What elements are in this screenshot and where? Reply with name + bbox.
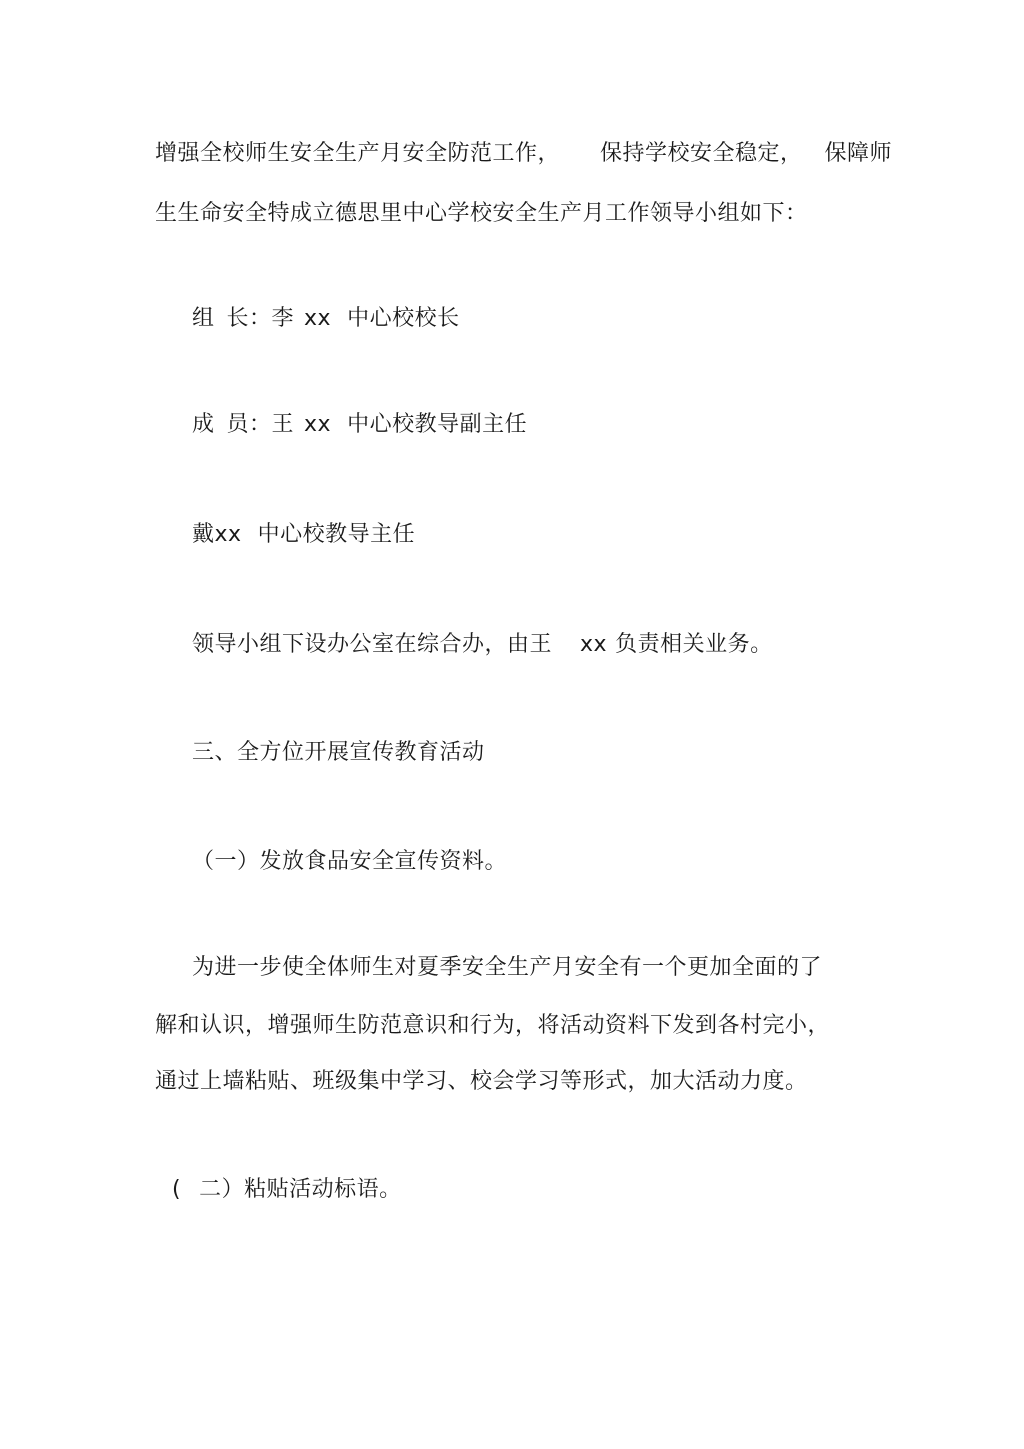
- leader-role-a: 组: [192, 306, 215, 331]
- sub1-body-line-2: 解和认识，增强师生防范意识和行为，将活动资料下发到各村完小，: [155, 1013, 831, 1038]
- member1-role-b: 员：王: [226, 412, 295, 437]
- sub2-paren: (: [172, 1177, 182, 1202]
- member1-role-a: 成: [192, 412, 215, 437]
- sub2-heading: 二）粘贴活动标语。: [199, 1177, 402, 1202]
- leader-role-b: 长：李: [226, 306, 295, 331]
- member2-name-a: 戴: [192, 522, 215, 547]
- office-line: [192, 630, 773, 660]
- leader-title: 中心校校长: [347, 306, 460, 331]
- intro-text-b: 保持学校安全稳定，: [600, 141, 803, 166]
- section3-heading: 三、全方位开展宣传教育活动: [192, 740, 485, 765]
- sub1-body-line-3: 通过上墙粘贴、班级集中学习、校会学习等形式，加大活动力度。: [155, 1069, 808, 1094]
- office-name: xx: [580, 632, 608, 657]
- member1-title: 中心校教导副主任: [347, 412, 528, 437]
- member2-title: 中心校教导主任: [257, 522, 416, 547]
- sub2-heading-line: [172, 1175, 402, 1205]
- intro-text-a: 增强全校师生安全生产月安全防范工作，: [155, 141, 561, 166]
- member1-name: xx: [304, 412, 332, 437]
- office-text-b: 负责相关业务。: [615, 632, 773, 657]
- member1-line: [192, 410, 527, 440]
- leader-name: xx: [304, 306, 332, 331]
- intro-text-c: 保障师: [824, 141, 893, 166]
- member2-name-b: xx: [214, 522, 242, 547]
- office-text-a: 领导小组下设办公室在综合办，由王: [192, 632, 553, 657]
- leader-line: [192, 304, 460, 334]
- sub1-body-line-1: 为进一步使全体师生对夏季安全生产月安全有一个更加全面的了: [192, 955, 823, 980]
- member2-line: [192, 520, 415, 550]
- sub1-heading: （一）发放食品安全宣传资料。: [192, 849, 508, 874]
- intro-line-1: [155, 139, 892, 169]
- intro-line-2: 生生命安全特成立德思里中心学校安全生产月工作领导小组如下：: [155, 201, 808, 226]
